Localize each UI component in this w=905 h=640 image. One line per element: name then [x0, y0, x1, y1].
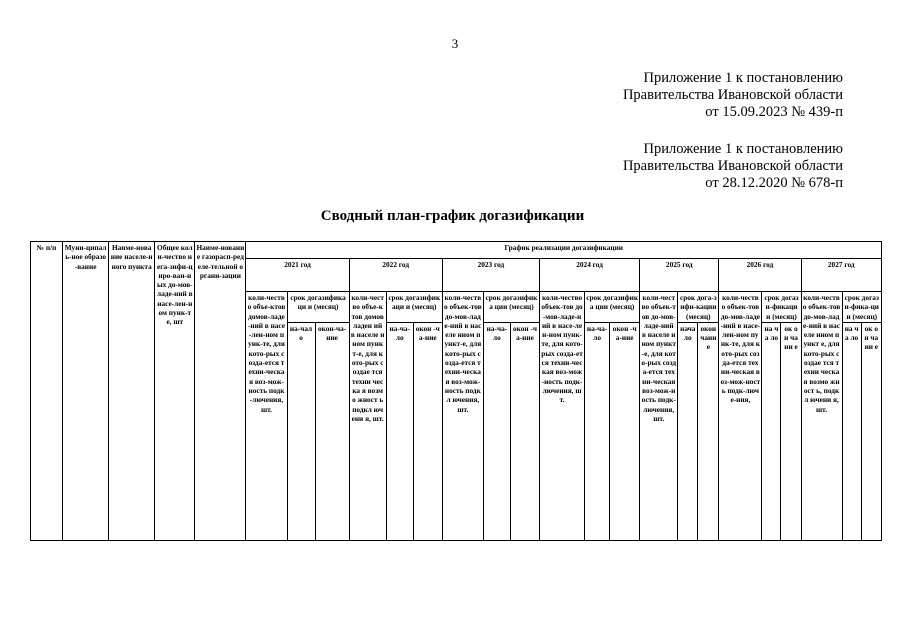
appendix-current-line2: Правительства Ивановской области	[622, 87, 843, 103]
year-2027: 2027 год	[801, 259, 882, 292]
term-2024: срок догазифика ции (месяц)	[585, 292, 640, 323]
appendix-current-line3: от 15.09.2023 № 439-п	[705, 104, 843, 120]
end-2026: ок он ча ни е	[781, 322, 801, 540]
appendix-previous-line3: от 28.12.2020 № 678-п	[705, 175, 843, 191]
term-2027: срок догази-фика-ции (месяц)	[842, 292, 881, 323]
count-2023: коли-чество объек-тов до-мов-ладе-ний в населе нном пункт-е, для кото-рых созда-ется техни-ческая воз-мож-ность подкл ючения, шт.	[442, 292, 483, 541]
start-2026: на ча ло	[762, 322, 781, 540]
count-2021: коли-чество объе-ктов домов-ладе-ний в насе-лен-ном пунк-те, для кото-рых созда-ется техни-ческая воз-мож-ность подк-лючения, шт.	[246, 292, 287, 541]
header-number: № п/п	[31, 242, 63, 541]
year-2021: 2021 год	[246, 259, 349, 292]
term-2022: срок догазификаци и (месяц)	[386, 292, 442, 323]
appendix-current	[623, 70, 843, 121]
year-2025: 2025 год	[640, 259, 719, 292]
year-2023: 2023 год	[442, 259, 539, 292]
start-2027: на ча ло	[842, 322, 861, 540]
start-2024: на-ча-ло	[585, 322, 610, 540]
end-2027: ок он ча ни е	[861, 322, 881, 540]
year-2024: 2024 год	[540, 259, 640, 292]
appendix-current-line1: Приложение 1 к постановлению	[643, 70, 843, 86]
term-2025: срок дога-зифи-кации (месяц)	[678, 292, 719, 323]
count-2022: коли-чество объе-ктов домов ладен ий в населе нном пункт-е, для кото-рых создае тся техни ческа я возмо жност ь подкл ючени я, шт.	[349, 292, 386, 541]
appendix-previous-line1: Приложение 1 к постановлению	[643, 141, 843, 157]
header-settlement: Наиме-нование населе-нного пункта	[109, 242, 155, 541]
count-2024: коли-чество объек-тов до-мов-ладе-ний в насе-лен-ном пунк-те, для кото-рых созда-ется техни-ческая воз-мож-ность подк-лючения, шт.	[540, 292, 585, 541]
header-total-households: Общее коли-чество нега-зифи-циро-ван-ных до-мов-ладе-ний в насе-лен-ном пунк-те, шт	[155, 242, 195, 541]
appendix-previous-line2: Правительства Ивановской области	[622, 158, 843, 174]
term-2021: срок догазификаци и (месяц)	[287, 292, 349, 323]
count-2025: коли-чество объек-тов до-мов-ладе-ний в населе нном пункт-е, для кото-рых созда-ется техни-ческая воз-мож-ность подк-лючения, шт.	[640, 292, 678, 541]
end-2022: окон -ча-ние	[413, 322, 442, 540]
page-number: 3	[451, 36, 459, 51]
term-2023: срок догазифика ции (месяц)	[483, 292, 539, 323]
end-2025: окон чание	[698, 322, 719, 540]
header-municipality: Муни-ципаль-ное образо-вание	[63, 242, 109, 541]
count-2027: коли-чество объек-тов до-мов-ладе-ний в населе нном пункт е, для кото-рых создае тся техни ческа я возмо жност ь, подкл ючени я, шт.	[801, 292, 842, 541]
header-schedule: График реализации догазификации	[246, 242, 882, 259]
year-2026: 2026 год	[719, 259, 801, 292]
end-2023: окон -ча-ние	[510, 322, 539, 540]
start-2021: на-чало	[287, 322, 315, 540]
gasification-schedule-table	[30, 241, 882, 541]
header-gas-organization: Наиме-нование газорасп-ределе-тельной органи-зации	[195, 242, 246, 541]
year-2022: 2022 год	[349, 259, 442, 292]
appendix-previous	[623, 141, 843, 192]
end-2024: окон -ча-ние	[610, 322, 640, 540]
start-2022: на-ча-ло	[386, 322, 413, 540]
start-2023: на-ча-ло	[483, 322, 510, 540]
document-title: Сводный план-график догазификации	[320, 208, 585, 224]
count-2026: коли-чество объек-тов до-мов-ладе-ний в насе-лен-ном пунк-те, для кото-рых созда-ется техни-ческая воз-мож-ность подк-люче-ния,	[719, 292, 762, 541]
term-2026: срок догази-фикации (месяц)	[762, 292, 801, 323]
end-2021: окон-ча-ние	[315, 322, 349, 540]
start-2025: нача ло	[678, 322, 698, 540]
